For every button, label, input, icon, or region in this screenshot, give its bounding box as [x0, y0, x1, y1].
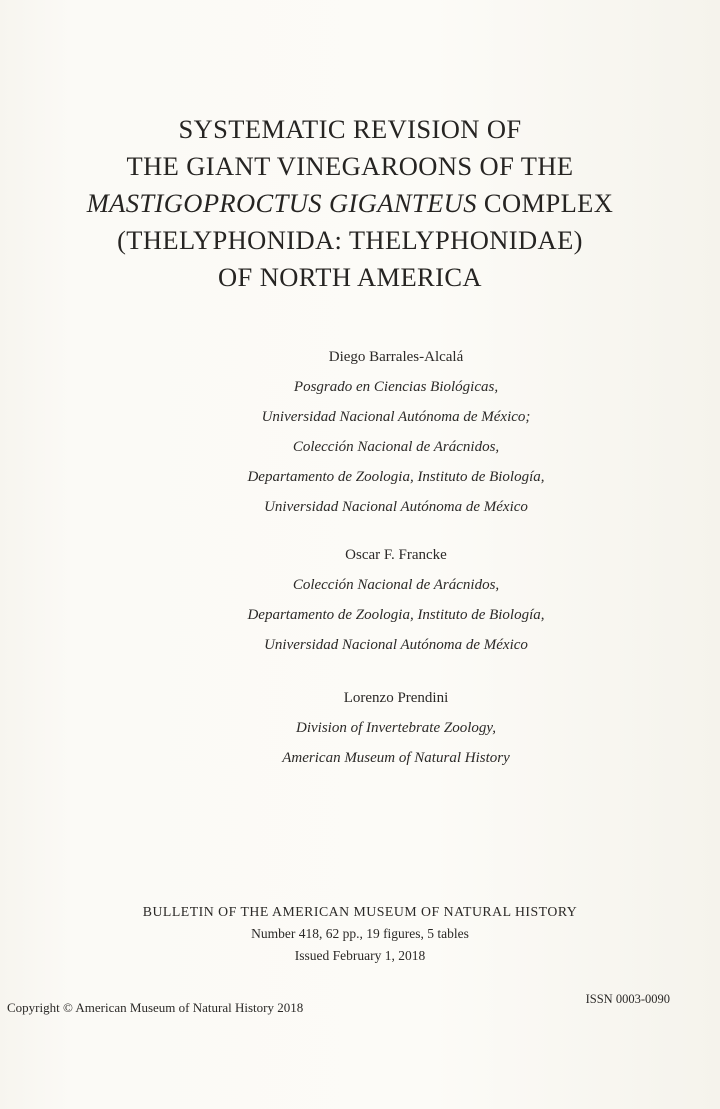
- author-affiliation: Colección Nacional de Arácnidos,: [292, 577, 500, 593]
- author-affiliation: Posgrado en Ciencias Biológicas,: [293, 379, 499, 395]
- author-block-3: [46, 683, 720, 773]
- author-affiliation: Universidad Nacional Autónoma de México: [264, 499, 528, 515]
- title-line-3: [0, 185, 700, 222]
- title-line-4: (THELYPHONIDA: THELYPHONIDAE): [117, 225, 583, 255]
- bulletin-issued-date: Issued February 1, 2018: [294, 948, 426, 963]
- title-line-1: SYSTEMATIC REVISION OF: [178, 114, 522, 144]
- title-line-5: OF NORTH AMERICA: [218, 262, 482, 292]
- author-affiliation: American Museum of Natural History: [282, 750, 510, 766]
- title-line-2: THE GIANT VINEGAROONS OF THE: [126, 151, 574, 181]
- author-affiliation: Departamento de Zoologia, Instituto de Biología,: [247, 607, 545, 623]
- document-title: [0, 111, 700, 296]
- author-affiliation: Universidad Nacional Autónoma de México;: [261, 409, 531, 425]
- author-affiliation: Universidad Nacional Autónoma de México: [264, 637, 528, 653]
- author-affiliation: Colección Nacional de Arácnidos,: [292, 439, 500, 455]
- bulletin-title: BULLETIN OF THE AMERICAN MUSEUM OF NATURAL HISTORY: [142, 904, 578, 919]
- title-species-name: MASTIGOPROCTUS GIGANTEUS: [86, 188, 477, 218]
- author-block-1: [46, 342, 720, 522]
- title-line-3-rest: COMPLEX: [476, 188, 614, 218]
- copyright-notice: Copyright © American Museum of Natural History 2018: [7, 1000, 304, 1015]
- author-name: Oscar F. Francke: [345, 547, 447, 563]
- bulletin-info: [0, 901, 720, 967]
- author-block-2: [46, 540, 720, 660]
- author-affiliation: Division of Invertebrate Zoology,: [296, 720, 496, 736]
- issn-number: ISSN 0003-0090: [585, 992, 670, 1006]
- author-affiliation: Departamento de Zoologia, Instituto de Biología,: [247, 469, 545, 485]
- bulletin-number: Number 418, 62 pp., 19 figures, 5 tables: [251, 926, 469, 941]
- author-name: Lorenzo Prendini: [343, 690, 449, 706]
- author-name: Diego Barrales-Alcalá: [328, 349, 464, 365]
